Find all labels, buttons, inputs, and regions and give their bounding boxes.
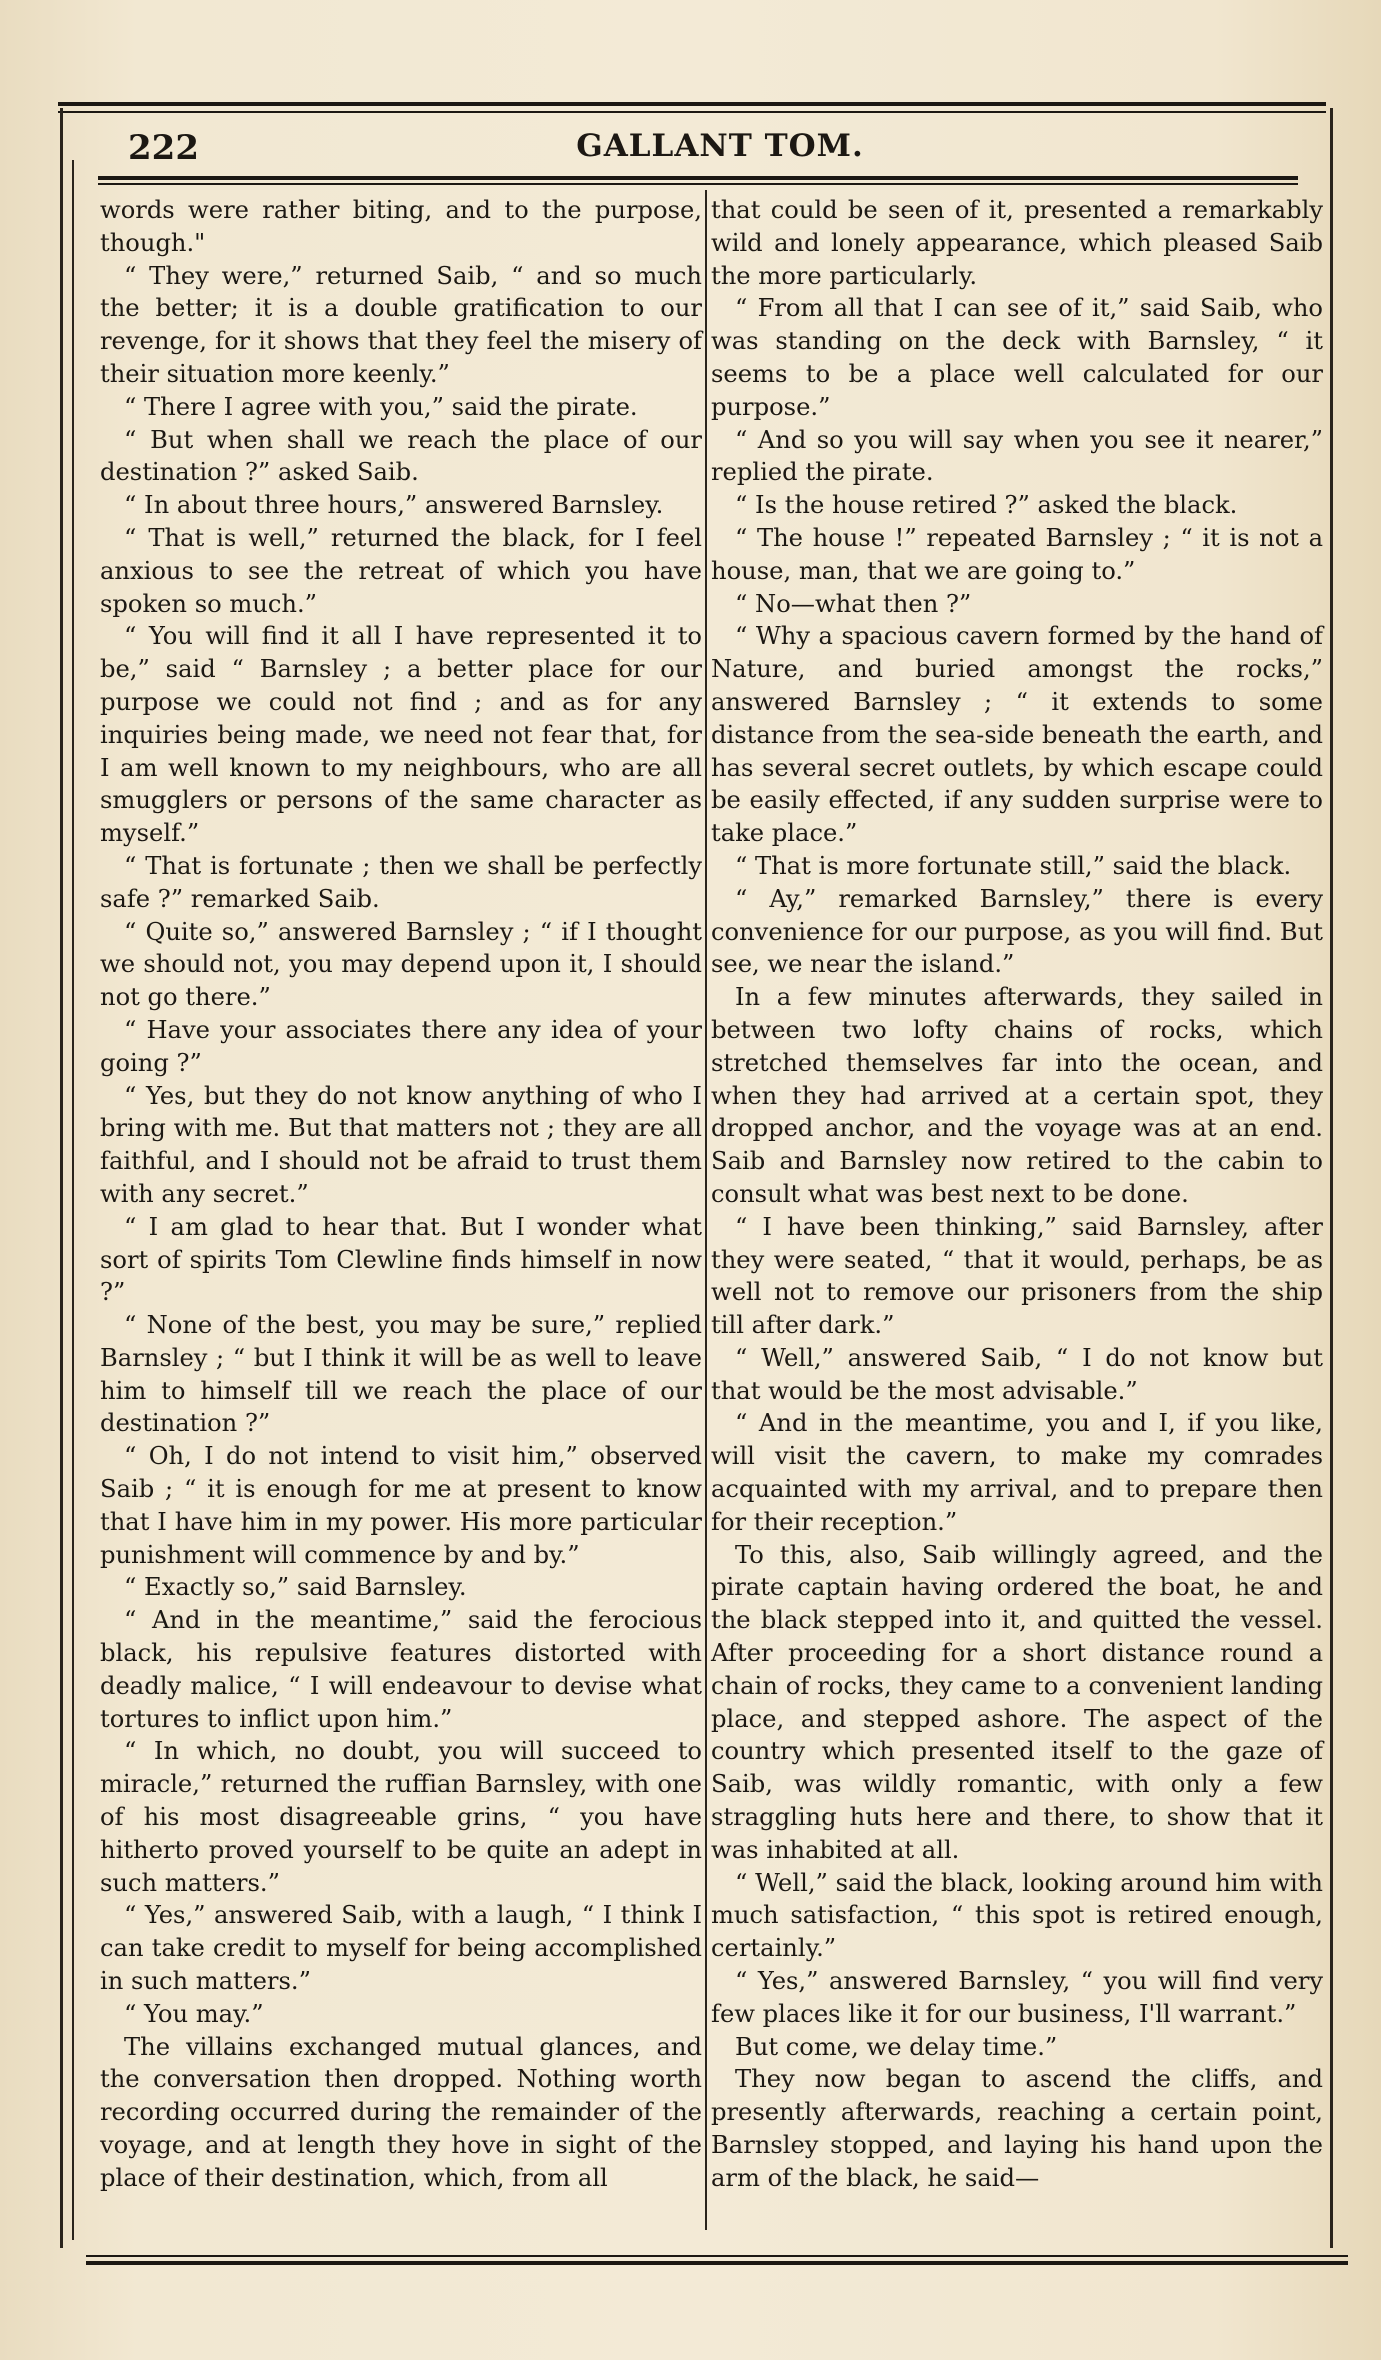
right-paragraph: “ And in the meantime, you and I, if you like, will visit the cavern, to make my comrades acquainted with my arrival, and to prepare then for their reception.” — [711, 1409, 1323, 1536]
right-border-outer — [1330, 108, 1333, 2248]
column-divider — [705, 190, 707, 2230]
left-paragraph: “ There I agree with you,” said the pirate. — [124, 392, 638, 421]
right-paragraph: “ Well,” answered Saib, “ I do not know but that would be the most advisable.” — [711, 1343, 1323, 1405]
running-title: GALLANT TOM. — [576, 128, 864, 164]
right-paragraph: “ No—what then ?” — [735, 589, 972, 618]
top-rule-thick — [58, 102, 1326, 106]
header-rule-thin — [98, 183, 1298, 185]
left-paragraph: “ Exactly so,” said Barnsley. — [124, 1573, 467, 1602]
left-paragraph: “ Have your associates there any idea of your going ?” — [100, 1015, 702, 1077]
bottom-rule-thick — [86, 2261, 1348, 2265]
right-paragraph: “ Ay,” remarked Barnsley,” there is every convenience for our purpose, as you will find. But see, we near the island.” — [711, 884, 1323, 979]
left-paragraph: “ Yes, but they do not know anything of who I bring with me. But that matters not ; they are all faithful, and I should not be afraid to trust them with any secret.” — [100, 1081, 702, 1208]
left-paragraph: “ In which, no doubt, you will succeed to miracle,” returned the ruffian Barnsley, with one of his most disagreeable grins, “ you have hitherto proved yourself to be quite an adept in such matters.” — [100, 1737, 702, 1897]
left-paragraph: “ Oh, I do not intend to visit him,” observed Saib ; “ it is enough for me at present to know that I have him in my power. His more particular punishment will commence by and by.” — [100, 1442, 702, 1569]
right-paragraph: “ Well,” said the black, looking around him with much satisfaction, “ this spot is retired enough, certainly.” — [711, 1868, 1323, 1963]
bottom-rule-thin — [86, 2255, 1348, 2257]
right-paragraph: “ Yes,” answered Barnsley, “ you will find very few places like it for our business, I'll warrant.” — [711, 1967, 1323, 2028]
left-paragraph: “ In about three hours,” answered Barnsley. — [124, 491, 664, 520]
left-border-inner — [72, 160, 74, 2240]
right-column — [711, 194, 1323, 2195]
left-paragraph: “ But when shall we reach the place of our destination ?” asked Saib. — [100, 425, 702, 487]
right-paragraph: “ From all that I can see of it,” said Saib, who was standing on the deck with Barnsley, “ it seems to be a place well calculated for our purpose.” — [711, 294, 1323, 421]
left-paragraph: “ You will find it all I have represented it to be,” said “ Barnsley ; a better place for our purpose we could not find ; and as for any inquiries being made, we need not fear that, for I am well known to my neighbours, who are all smugglers or persons of the same character as myself.” — [100, 622, 702, 848]
left-paragraph: words were rather biting, and to the purpose, though." — [100, 196, 702, 257]
right-paragraph: “ That is more fortunate still,” said the black. — [735, 851, 1292, 880]
left-column — [100, 194, 702, 2195]
right-paragraph: To this, also, Saib willingly agreed, and the pirate captain having ordered the boat, he and the black stepped into it, and quitted the vessel. After proceeding for a short distance round a chain of rocks, they came to a convenient landing place, and stepped ashore. The aspect of the country which presented itself to the gaze of Saib, was wildly romantic, with only a few straggling huts here and there, to show that it was inhabited at all. — [711, 1540, 1323, 1864]
right-paragraph: “ The house !” repeated Barnsley ; “ it is not a house, man, that we are going to.” — [711, 523, 1323, 585]
left-paragraph: “ You may.” — [124, 1999, 264, 2028]
top-rule-thin — [58, 111, 1326, 113]
right-paragraph: In a few minutes afterwards, they sailed in between two lofty chains of rocks, which stretched themselves far into the ocean, and when they had arrived at a certain spot, they dropped anchor, and the voyage was at an end. Saib and Barnsley now retired to the cabin to consult what was best next to be done. — [711, 983, 1323, 1208]
right-paragraph: They now began to ascend the cliffs, and presently afterwards, reaching a certain point, Barnsley stopped, and laying his hand upon the arm of the black, he said— — [711, 2065, 1323, 2192]
right-paragraph: “ Why a spacious cavern formed by the hand of Nature, and buried amongst the rocks,” answered Barnsley ; “ it extends to some distance from the sea-side beneath the earth, and has several secret outlets, by which escape could be easily effected, if any sudden surprise were to take place.” — [711, 622, 1323, 848]
right-paragraph: “ I have been thinking,” said Barnsley, after they were seated, “ that it would, perhaps, be as well not to remove our prisoners from the ship till after dark.” — [711, 1212, 1323, 1340]
left-paragraph: “ And in the meantime,” said the ferocious black, his repulsive features distorted with deadly malice, “ I will endeavour to devise what tortures to inflict upon him.” — [100, 1606, 702, 1733]
left-paragraph: “ Yes,” answered Saib, with a laugh, “ I think I can take credit to myself for being accomplished in such matters.” — [100, 1901, 702, 1996]
left-paragraph: “ That is fortunate ; then we shall be perfectly safe ?” remarked Saib. — [100, 851, 702, 913]
right-paragraph: “ Is the house retired ?” asked the black. — [735, 491, 1238, 520]
left-paragraph: “ They were,” returned Saib, “ and so much the better; it is a double gratification to our revenge, for it shows that they feel the misery of their situation more keenly.” — [100, 261, 702, 388]
left-paragraph: “ I am glad to hear that. But I wonder what sort of spirits Tom Clewline finds himself in now ?” — [100, 1212, 702, 1307]
left-paragraph: “ That is well,” returned the black, for I feel anxious to see the retreat of which you have spoken so much.” — [100, 523, 702, 618]
right-paragraph: But come, we delay time.” — [735, 2032, 1058, 2061]
left-border-outer — [60, 108, 63, 2248]
left-paragraph: “ Quite so,” answered Barnsley ; “ if I thought we should not, you may depend upon it, I should not go there.” — [100, 917, 702, 1012]
left-paragraph: “ None of the best, you may be sure,” replied Barnsley ; “ but I think it will be as well to leave him to himself till we reach the place of our destination ?” — [100, 1311, 702, 1438]
header-rule-thick — [98, 176, 1298, 180]
left-paragraph: The villains exchanged mutual glances, and the conversation then dropped. Nothing worth recording occurred during the remainder of the voyage, and at length they hove in sight of the place of their destination, which, from all — [100, 2032, 702, 2192]
page-number: 222 — [128, 128, 199, 168]
right-paragraph: “ And so you will say when you see it nearer,” replied the pirate. — [711, 425, 1323, 487]
right-paragraph: that could be seen of it, presented a remarkably wild and lonely appearance, which pleased Saib the more particularly. — [711, 196, 1323, 290]
